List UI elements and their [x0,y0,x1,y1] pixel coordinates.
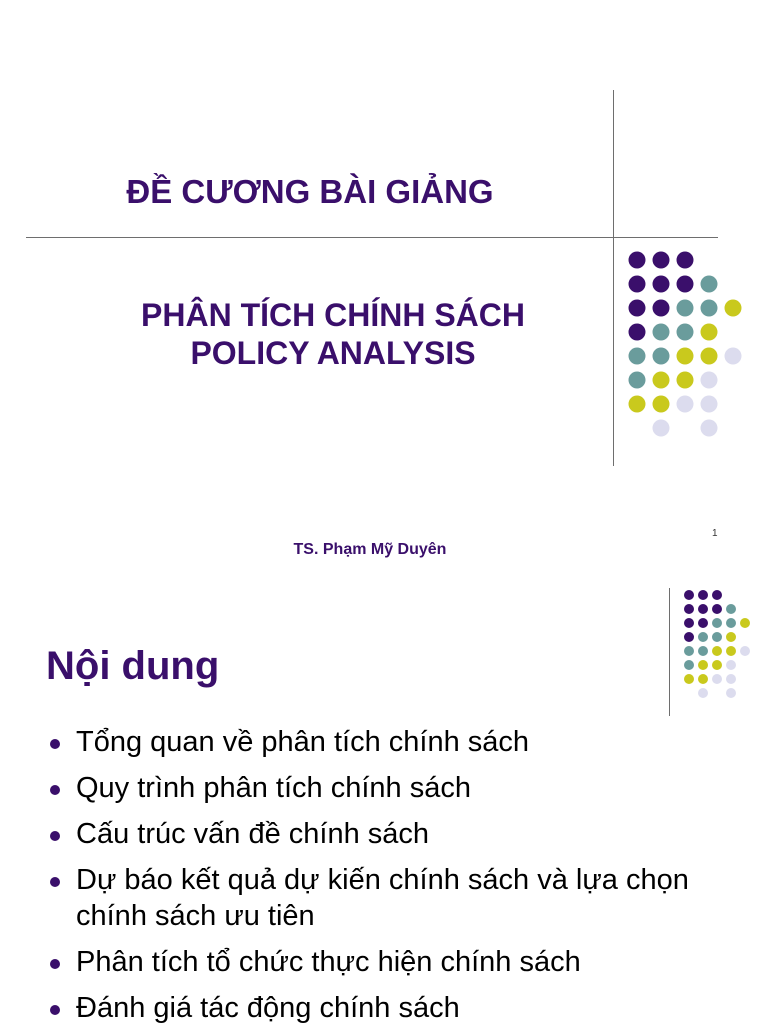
grid-dot [684,632,694,642]
grid-dot [698,604,708,614]
grid-dot [712,618,722,628]
grid-dot [726,660,736,670]
bullet-icon [50,739,60,749]
grid-dot [701,396,718,413]
grid-dot [653,348,670,365]
grid-dot [677,396,694,413]
list-item: Phân tích tổ chức thực hiện chính sách [46,944,726,980]
grid-dot [653,276,670,293]
grid-dot [726,688,736,698]
grid-dot [698,688,708,698]
grid-dot [698,618,708,628]
grid-dot [726,674,736,684]
grid-dot [629,300,646,317]
grid-dot [684,604,694,614]
grid-dot [653,324,670,341]
grid-dot [725,300,742,317]
grid-dot [653,372,670,389]
bullet-icon [50,959,60,969]
slide-title: ĐỀ CƯƠNG BÀI GIẢNG [126,173,494,210]
author-name: TS. Phạm Mỹ Duyên [293,541,447,558]
list-item: Tổng quan về phân tích chính sách [46,724,726,760]
grid-dot [740,646,750,656]
grid-dot [701,348,718,365]
vertical-divider [613,90,614,466]
list-item: Quy trình phân tích chính sách [46,770,726,806]
bullet-icon [50,831,60,841]
grid-dot [684,590,694,600]
grid-dot [725,348,742,365]
grid-dot [712,674,722,684]
grid-dot [677,324,694,341]
grid-dot [629,372,646,389]
grid-dot [629,348,646,365]
grid-dot [698,632,708,642]
dot-grid-svg [682,588,752,700]
grid-dot [726,618,736,628]
grid-dot [684,660,694,670]
content-list [46,724,726,1024]
grid-dot [726,604,736,614]
grid-dot [629,396,646,413]
grid-dot [726,646,736,656]
bullet-icon [50,877,60,887]
grid-dot [712,660,722,670]
grid-dot [677,372,694,389]
grid-dot [712,604,722,614]
bullet-icon [50,785,60,795]
grid-dot [740,618,750,628]
grid-dot [677,300,694,317]
grid-dot [677,348,694,365]
grid-dot [726,632,736,642]
dot-grid-svg [625,248,745,440]
grid-dot [677,252,694,269]
grid-dot [653,396,670,413]
grid-dot [684,646,694,656]
grid-dot [701,276,718,293]
grid-dot [698,674,708,684]
grid-dot [653,420,670,437]
grid-dot [684,618,694,628]
grid-dot [677,276,694,293]
horizontal-divider [26,237,718,238]
bullet-icon [50,1005,60,1015]
grid-dot [698,590,708,600]
grid-dot [701,324,718,341]
list-item: Đánh giá tác động chính sách [46,990,726,1024]
grid-dot [701,372,718,389]
subtitle-line-2: POLICY ANALYSIS [190,335,476,371]
page-number: 1 [712,528,718,539]
grid-dot [629,252,646,269]
grid-dot [712,632,722,642]
grid-dot [653,252,670,269]
grid-dot [684,674,694,684]
subtitle-line-1: PHÂN TÍCH CHÍNH SÁCH [141,297,525,333]
grid-dot [698,660,708,670]
slide-2 [0,580,768,1024]
list-item: Dự báo kết quả dự kiến chính sách và lựa chọn chính sách ưu tiên [46,862,726,934]
grid-dot [712,646,722,656]
slide-subtitle [30,296,636,372]
dot-grid-icon [682,588,752,700]
dot-grid-icon [625,248,745,440]
grid-dot [698,646,708,656]
slide-title: Nội dung [46,644,220,688]
grid-dot [629,324,646,341]
grid-dot [629,276,646,293]
grid-dot [712,590,722,600]
grid-dot [701,300,718,317]
vertical-divider [669,588,670,716]
grid-dot [701,420,718,437]
grid-dot [653,300,670,317]
list-item: Cấu trúc vấn đề chính sách [46,816,726,852]
